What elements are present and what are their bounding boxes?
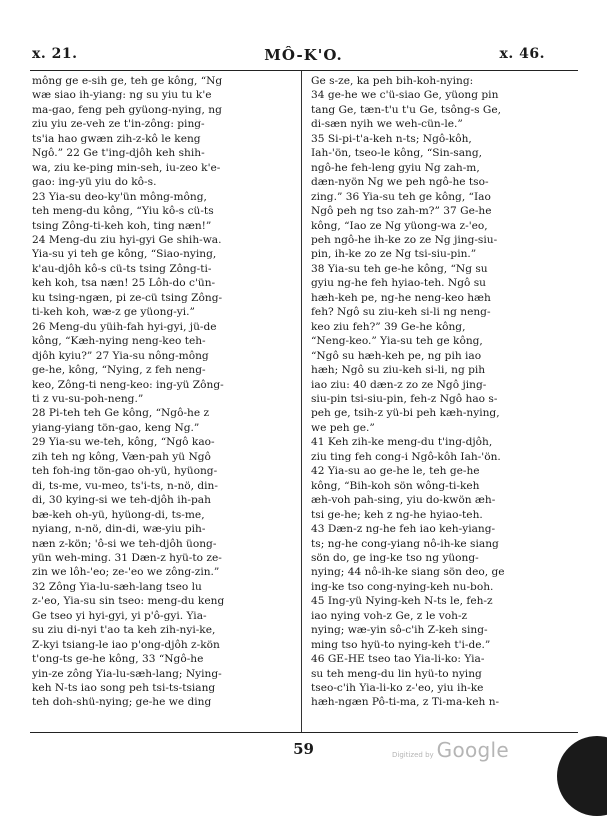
text-line: iao ziu: 40 dæn-z zo ze Ngô jing-	[311, 378, 487, 391]
chapter-verse-right: x. 46.	[499, 46, 545, 62]
text-line: ti-keh koh, wæ-z ge yüong-yi.”	[32, 306, 195, 319]
text-line: we peh ge.”	[311, 421, 375, 434]
page-number: 59	[293, 740, 314, 758]
text-line: djôh kyiu?” 27 Yia-su nông-mông	[32, 349, 209, 362]
text-line: pin, ih-ke zo ze Ng tsi-siu-pin.”	[311, 248, 477, 261]
text-line: Ngô peh ng tso zah-m?” 37 Ge-he	[311, 205, 492, 218]
chapter-verse-left: x. 21.	[32, 46, 78, 62]
text-line: 26 Meng-du yüih-fah hyi-gyi, jü-de	[32, 320, 217, 333]
header-rule	[30, 70, 578, 71]
text-line: tsi ge-he; keh z ng-he hyiao-teh.	[311, 508, 483, 521]
column-divider	[301, 71, 302, 732]
text-line: ti z vu-su-poh-neng.”	[32, 392, 144, 405]
text-line: tseo-c'ih Yia-li-ko z-'eo, yiu ih-ke	[311, 682, 484, 695]
text-line: 34 ge-he we c'ü-siao Ge, yüong pin	[311, 89, 499, 102]
running-header	[0, 46, 607, 66]
right-text-column	[311, 74, 573, 710]
text-line: keo ziu feh?” 39 Ge-he kông,	[311, 320, 466, 333]
text-line: mông ge e-sih ge, teh ge kông, “Ng	[32, 75, 223, 87]
text-line: Iah-'ön, tseo-le kông, “Sin-sang,	[311, 147, 483, 160]
text-line: sön do, ge ing-ke tso ng yüong-	[311, 551, 479, 564]
text-line: su ziu di-nyi t'ao ta keh zih-nyi-ke,	[32, 624, 216, 637]
text-line: Ngô.” 22 Ge t'ing-djôh keh shih-	[32, 147, 205, 160]
text-line: hæh-ngæn Pô-ti-ma, z Ti-ma-keh n-	[311, 696, 500, 709]
text-line: næn z-kön; 'ô-si we teh-djôh üong-	[32, 537, 217, 550]
text-line: keh N-ts iao song peh tsi-ts-tsiang	[32, 682, 216, 695]
text-line: ku tsing-ngæn, pi ze-cü tsing Zông-	[32, 291, 223, 304]
text-line: yin-ze zông Yia-lu-sæh-lang; Nying-	[32, 667, 222, 680]
text-line: “Ngô su hæh-keh pe, ng pih iao	[311, 349, 482, 362]
text-line: 38 Yia-su teh ge-he kông, “Ng su	[311, 262, 488, 275]
text-line: 41 Keh zih-ke meng-du t'ing-djôh,	[311, 436, 493, 449]
book-title: MÔ-K'O.	[264, 46, 343, 64]
text-line: hæh; Ngô su ziu-keh si-li, ng pih	[311, 364, 486, 377]
text-line: hæh-keh pe, ng-he neng-keo hæh	[311, 291, 491, 304]
text-line: zin we lôh-'eo; ze-'eo we zông-zin.”	[32, 566, 220, 579]
text-line: ming tso hyü-to nying-keh t'i-de.”	[311, 638, 491, 651]
text-line: ziu yiu ze-veh ze t'in-zông: ping-	[32, 118, 205, 131]
text-line: dæn-nyön Ng we peh ngô-he tso-	[311, 176, 489, 189]
text-line: ing-ke tso cong-nying-keh nu-boh.	[311, 580, 494, 593]
text-line: peh ge, tsih-z yü-bi peh kæh-nying,	[311, 407, 500, 420]
text-line: keh koh, tsa næn! 25 Lôh-do c'ün-	[32, 277, 216, 290]
text-line: æh-voh pah-sing, yiu do-kwön æh-	[311, 494, 496, 507]
text-line: di, 30 kying-si we teh-djôh ih-pah	[32, 494, 211, 507]
text-line: di, ts-me, vu-meo, ts'i-ts, n-nö, din-	[32, 479, 218, 492]
text-line: yün weh-ming. 31 Dæn-z hyü-to ze-	[32, 551, 222, 564]
text-line: 43 Dæn-z ng-he feh iao keh-yiang-	[311, 523, 496, 536]
footer-rule	[30, 732, 578, 733]
text-line: kông, “Kæh-nying neng-keo teh-	[32, 335, 206, 348]
text-line: Ge s-ze, ka peh bih-koh-nying:	[311, 75, 474, 87]
text-line: ts'ia hao gwæn zih-z-kô le keng	[32, 132, 201, 145]
text-line: z-'eo, Yia-su sin tseo: meng-du keng	[32, 595, 225, 608]
text-line: 42 Yia-su ao ge-he le, teh ge-he	[311, 465, 480, 478]
text-line: ge-he, kông, “Nying, z feh neng-	[32, 364, 206, 377]
text-line: iao nying voh-z Ge, z le voh-z	[311, 609, 468, 622]
text-line: 24 Meng-du ziu hyi-gyi Ge shih-wa.	[32, 233, 222, 246]
text-line: ziu ting feh cong-i Ngô-kôh Iah-'ön.	[311, 450, 501, 463]
text-line: gyiu ng-he feh hyiao-teh. Ngô su	[311, 277, 486, 290]
text-line: tang Ge, tæn-t'u t'u Ge, tsông-s Ge,	[311, 103, 501, 116]
text-line: ngô-he feh-leng gyiu Ng zah-m,	[311, 161, 480, 174]
text-line: 32 Zông Yia-lu-sæh-lang tseo lu	[32, 580, 202, 593]
text-line: feh? Ngô su ziu-keh si-li ng neng-	[311, 306, 491, 319]
text-line: wæ siao ih-yiang: ng su yiu tu k'e	[32, 89, 212, 102]
text-line: k'au-djôh kô-s cü-ts tsing Zông-ti-	[32, 262, 212, 275]
text-line: gao: ing-yü yiu do kô-s.	[32, 176, 157, 189]
text-line: teh doh-shü-nying; ge-he we ding	[32, 696, 212, 709]
text-line: teh meng-du kông, “Yiu kô-s cü-ts	[32, 205, 214, 218]
text-line: bæ-keh oh-yü, hyüong-di, ts-me,	[32, 508, 205, 521]
text-line: 29 Yia-su we-teh, kông, “Ngô kao-	[32, 436, 215, 449]
text-line: nying; 44 nô-ih-ke siang sön deo, ge	[311, 566, 505, 579]
text-line: kông, “Iao ze Ng yüong-wa z-'eo,	[311, 219, 488, 232]
text-line: wa, ziu ke-ping min-seh, iu-zeo k'e-	[32, 161, 221, 174]
text-line: t'ong-ts ge-he kông, 33 “Ngô-he	[32, 653, 204, 666]
text-line: kông, “Bih-koh sön wông-ti-keh	[311, 479, 480, 492]
text-line: ma-gao, feng peh gyüong-nying, ng	[32, 103, 222, 116]
text-line: yiang-yiang tön-gao, keng Ng.”	[32, 421, 200, 434]
text-line: 46 GE-HE tseo tao Yia-li-ko: Yia-	[311, 653, 485, 666]
left-text-column	[32, 74, 294, 710]
text-line: Z-kyi tsiang-le iao p'ong-djôh z-kön	[32, 638, 220, 651]
watermark-prefix: Digitized by	[392, 751, 434, 759]
text-line: keo, Zông-ti neng-keo: ing-yü Zông-	[32, 378, 224, 391]
text-line: nying; wæ-yin sô-c'ih Z-keh sing-	[311, 624, 488, 637]
text-line: nyiang, n-nö, din-di, wæ-yiu pih-	[32, 523, 206, 536]
text-line: Yia-su yi teh ge kông, “Siao-nying,	[32, 248, 217, 261]
text-line: di-sæn nyih we weh-cün-le.”	[311, 118, 463, 131]
digitized-watermark	[392, 738, 509, 762]
text-line: tsing Zông-ti-keh koh, ting næn!”	[32, 219, 212, 232]
text-line: “Neng-keo.” Yia-su teh ge kông,	[311, 335, 483, 348]
text-line: teh foh-ing tön-gao oh-yü, hyüong-	[32, 465, 218, 478]
text-line: zih teh ng kông, Væn-pah yü Ngô	[32, 450, 211, 463]
watermark-brand: Google	[436, 738, 509, 762]
text-line: su teh meng-du lin hyü-to nying	[311, 667, 482, 680]
text-line: siu-pin tsi-siu-pin, feh-z Ngô hao s-	[311, 392, 498, 405]
text-line: ts; ng-he cong-yiang nô-ih-ke siang	[311, 537, 499, 550]
text-line: 28 Pi-teh teh Ge kông, “Ngô-he z	[32, 407, 210, 420]
text-line: 35 Si-pi-t'a-keh n-ts; Ngô-kôh,	[311, 132, 472, 145]
text-line: 23 Yia-su deo-ky'ün mông-mông,	[32, 190, 207, 203]
text-line: Ge tseo yi hyi-gyi, yi p'ô-gyi. Yia-	[32, 609, 207, 622]
text-line: peh ngô-he ih-ke zo ze Ng jing-siu-	[311, 233, 498, 246]
text-line: 45 Ing-yü Nying-keh N-ts le, feh-z	[311, 595, 493, 608]
text-line: zing.” 36 Yia-su teh ge kông, “Iao	[311, 190, 491, 203]
